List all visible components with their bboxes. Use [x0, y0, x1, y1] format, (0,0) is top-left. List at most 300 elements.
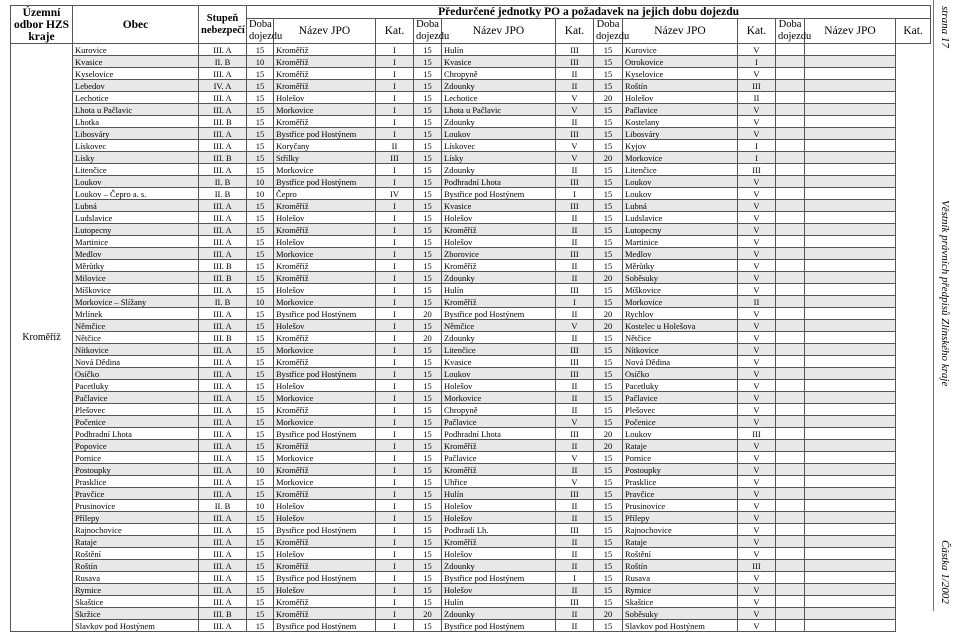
table-cell: III. A: [199, 236, 247, 248]
table-cell: Morkovice: [274, 248, 376, 260]
table-cell: I: [376, 116, 414, 128]
table-cell: V: [738, 68, 776, 80]
table-cell: 15: [414, 464, 442, 476]
table-cell: I: [376, 608, 414, 620]
table-cell: 15: [594, 500, 623, 512]
table-cell: Rajnochovice: [623, 524, 738, 536]
table-cell: [805, 332, 896, 344]
table-cell: [805, 452, 896, 464]
table-cell: Kyjov: [623, 140, 738, 152]
table-cell: Plešovec: [623, 404, 738, 416]
table-cell: II: [556, 308, 594, 320]
table-cell: 15: [247, 332, 274, 344]
table-cell: Kroměříž: [442, 224, 556, 236]
table-cell: [776, 128, 805, 140]
table-row: [11, 284, 931, 296]
table-cell: Loukov: [442, 368, 556, 380]
table-cell: II. B: [199, 188, 247, 200]
table-cell: V: [738, 476, 776, 488]
table-cell: I: [376, 416, 414, 428]
table-cell: 15: [594, 260, 623, 272]
table-cell: [805, 236, 896, 248]
table-cell: Nětčice: [73, 332, 199, 344]
table-cell: 15: [594, 284, 623, 296]
table-cell: [776, 44, 805, 56]
table-cell: Holešov: [274, 380, 376, 392]
table-cell: Počenice: [73, 416, 199, 428]
table-cell: Kroměříž: [274, 464, 376, 476]
table-row: [11, 404, 931, 416]
table-cell: Zdounky: [442, 164, 556, 176]
table-cell: III. A: [199, 536, 247, 548]
table-cell: V: [738, 380, 776, 392]
table-cell: III. A: [199, 524, 247, 536]
table-cell: I: [376, 128, 414, 140]
table-cell: Loukov – Čepro a. s.: [73, 188, 199, 200]
table-cell: 20: [594, 608, 623, 620]
table-cell: I: [376, 92, 414, 104]
table-cell: 15: [594, 512, 623, 524]
table-cell: III. A: [199, 356, 247, 368]
table-cell: Bystřice pod Hostýnem: [442, 620, 556, 632]
table-cell: III. B: [199, 608, 247, 620]
table-cell: III. A: [199, 224, 247, 236]
table-cell: 10: [247, 176, 274, 188]
table-cell: V: [738, 536, 776, 548]
table-cell: [776, 428, 805, 440]
table-cell: 15: [414, 224, 442, 236]
table-cell: Prusinovice: [73, 500, 199, 512]
table-cell: 15: [247, 440, 274, 452]
table-cell: III: [556, 344, 594, 356]
table-cell: Slavkov pod Hostýnem: [623, 620, 738, 632]
table-cell: I: [556, 572, 594, 584]
table-cell: Holešov: [442, 584, 556, 596]
table-cell: [805, 224, 896, 236]
table-cell: II: [556, 332, 594, 344]
table-cell: Kurovice: [73, 44, 199, 56]
table-cell: Kroměříž: [274, 536, 376, 548]
table-cell: 15: [414, 212, 442, 224]
table-cell: Kvasice: [442, 200, 556, 212]
table-cell: Bystřice pod Hostýnem: [274, 524, 376, 536]
table-cell: I: [376, 260, 414, 272]
table-cell: 15: [594, 464, 623, 476]
table-cell: II: [556, 212, 594, 224]
table-cell: [776, 344, 805, 356]
header-nazev-1: Název JPO: [274, 19, 376, 44]
table-cell: Kroměříž: [274, 356, 376, 368]
table-cell: [805, 488, 896, 500]
table-cell: [776, 596, 805, 608]
table-cell: Holešov: [274, 500, 376, 512]
table-cell: 15: [414, 500, 442, 512]
table-cell: Kroměříž: [274, 200, 376, 212]
table-cell: 15: [414, 176, 442, 188]
table-cell: [805, 536, 896, 548]
table-cell: III. B: [199, 260, 247, 272]
table-cell: Bystřice pod Hostýnem: [442, 188, 556, 200]
table-row: [11, 596, 931, 608]
table-cell: I: [376, 584, 414, 596]
table-cell: 15: [247, 380, 274, 392]
table-cell: II: [556, 224, 594, 236]
table-cell: 15: [414, 128, 442, 140]
table-cell: Postoupky: [623, 464, 738, 476]
table-cell: III. B: [199, 272, 247, 284]
table-cell: 15: [594, 572, 623, 584]
table-cell: III. A: [199, 428, 247, 440]
table-cell: II: [556, 164, 594, 176]
table-cell: 15: [247, 416, 274, 428]
table-cell: [805, 344, 896, 356]
table-cell: [776, 212, 805, 224]
table-cell: Lubná: [623, 200, 738, 212]
table-cell: Kurovice: [623, 44, 738, 56]
table-cell: V: [738, 224, 776, 236]
table-cell: 15: [594, 128, 623, 140]
table-cell: I: [376, 464, 414, 476]
table-cell: 15: [594, 212, 623, 224]
table-cell: V: [738, 464, 776, 476]
table-cell: II: [556, 560, 594, 572]
table-cell: V: [738, 272, 776, 284]
table-cell: [776, 224, 805, 236]
table-cell: [776, 536, 805, 548]
table-cell: [776, 488, 805, 500]
table-cell: 15: [594, 116, 623, 128]
table-cell: 15: [414, 356, 442, 368]
table-cell: III. A: [199, 380, 247, 392]
table-cell: Morkovice: [274, 416, 376, 428]
table-cell: II: [556, 404, 594, 416]
table-cell: Rusava: [623, 572, 738, 584]
table-cell: 15: [594, 380, 623, 392]
table-cell: I: [376, 572, 414, 584]
table-cell: 15: [414, 536, 442, 548]
table-cell: III. A: [199, 464, 247, 476]
table-cell: [776, 176, 805, 188]
table-cell: [805, 392, 896, 404]
table-row: [11, 344, 931, 356]
header-kat-1: Kat.: [376, 19, 414, 44]
table-cell: Holešov: [442, 548, 556, 560]
table-cell: Kroměříž: [274, 608, 376, 620]
table-row: [11, 392, 931, 404]
table-cell: III: [556, 524, 594, 536]
table-cell: [776, 500, 805, 512]
jpo-table: [10, 5, 931, 632]
table-cell: [776, 104, 805, 116]
table-cell: Přílepy: [623, 512, 738, 524]
table-cell: III: [556, 248, 594, 260]
table-cell: [805, 56, 896, 68]
header-obec: Obec: [73, 6, 199, 44]
table-cell: II: [556, 512, 594, 524]
table-cell: [776, 140, 805, 152]
table-cell: [805, 92, 896, 104]
table-cell: [776, 452, 805, 464]
table-cell: III. A: [199, 512, 247, 524]
table-cell: Lískovec: [442, 140, 556, 152]
table-cell: 15: [414, 200, 442, 212]
table-cell: 15: [247, 200, 274, 212]
table-cell: Martinice: [623, 236, 738, 248]
table-cell: Libosváry: [623, 128, 738, 140]
table-cell: 20: [594, 92, 623, 104]
table-cell: 15: [247, 320, 274, 332]
table-cell: Pačlavice: [73, 392, 199, 404]
table-row: [11, 464, 931, 476]
table-cell: III. B: [199, 332, 247, 344]
table-cell: Zdounky: [442, 116, 556, 128]
table-cell: [776, 188, 805, 200]
table-cell: V: [556, 152, 594, 164]
table-cell: V: [556, 320, 594, 332]
table-cell: Prasklice: [623, 476, 738, 488]
table-row: [11, 68, 931, 80]
table-cell: Postoupky: [73, 464, 199, 476]
table-cell: V: [738, 212, 776, 224]
table-cell: I: [376, 296, 414, 308]
table-cell: III. A: [199, 620, 247, 632]
table-cell: III. A: [199, 344, 247, 356]
table-cell: Míškovice: [73, 284, 199, 296]
table-cell: [805, 296, 896, 308]
table-cell: [776, 404, 805, 416]
table-cell: Prasklice: [73, 476, 199, 488]
table-cell: [805, 584, 896, 596]
table-cell: II. B: [199, 296, 247, 308]
table-cell: Lhota u Pačlavic: [442, 104, 556, 116]
table-cell: Roštín: [73, 560, 199, 572]
table-cell: Pornice: [623, 452, 738, 464]
table-cell: I: [376, 476, 414, 488]
table-row: [11, 236, 931, 248]
table-cell: 15: [414, 368, 442, 380]
table-cell: Přílepy: [73, 512, 199, 524]
table-cell: I: [376, 44, 414, 56]
table-cell: [805, 44, 896, 56]
table-cell: Pravčice: [73, 488, 199, 500]
table-cell: Kroměříž: [274, 260, 376, 272]
table-cell: V: [738, 248, 776, 260]
table-cell: 10: [247, 464, 274, 476]
table-cell: III: [556, 56, 594, 68]
table-cell: Holešov: [274, 584, 376, 596]
table-cell: Rymice: [623, 584, 738, 596]
table-cell: Nítkovice: [623, 344, 738, 356]
table-cell: III. A: [199, 452, 247, 464]
table-cell: III: [556, 368, 594, 380]
table-cell: Zdounky: [442, 272, 556, 284]
table-cell: Lísky: [73, 152, 199, 164]
table-cell: I: [376, 104, 414, 116]
table-cell: 15: [594, 416, 623, 428]
table-cell: Kroměříž: [274, 488, 376, 500]
table-cell: [805, 464, 896, 476]
table-cell: [805, 368, 896, 380]
table-cell: Kvasice: [442, 56, 556, 68]
table-cell: [805, 308, 896, 320]
table-cell: Bystřice pod Hostýnem: [274, 176, 376, 188]
table-cell: [776, 392, 805, 404]
table-cell: 15: [594, 392, 623, 404]
table-cell: 15: [247, 560, 274, 572]
table-cell: 15: [414, 344, 442, 356]
table-cell: III: [556, 356, 594, 368]
table-cell: Holešov: [442, 236, 556, 248]
table-cell: V: [738, 176, 776, 188]
table-cell: Slavkov pod Hostýnem: [73, 620, 199, 632]
table-cell: [776, 620, 805, 632]
table-cell: III. A: [199, 92, 247, 104]
table-cell: 15: [594, 488, 623, 500]
table-cell: III: [556, 284, 594, 296]
table-cell: III. A: [199, 548, 247, 560]
table-cell: I: [376, 356, 414, 368]
table-cell: 20: [414, 608, 442, 620]
table-cell: 15: [247, 92, 274, 104]
table-cell: Morkovice: [442, 392, 556, 404]
table-cell: Kroměříž: [442, 536, 556, 548]
table-cell: 15: [247, 404, 274, 416]
table-cell: Holešov: [274, 212, 376, 224]
okres-cell: Kroměříž: [11, 44, 73, 632]
table-cell: 20: [594, 428, 623, 440]
table-cell: V: [738, 332, 776, 344]
table-cell: 15: [247, 44, 274, 56]
table-cell: Holešov: [442, 512, 556, 524]
table-cell: 15: [247, 248, 274, 260]
table-cell: I: [376, 176, 414, 188]
table-cell: 15: [594, 548, 623, 560]
table-cell: Rusava: [73, 572, 199, 584]
table-cell: V: [738, 584, 776, 596]
table-cell: 15: [594, 344, 623, 356]
issue-number: Částka 1/2002: [939, 540, 951, 604]
table-cell: I: [376, 392, 414, 404]
table-cell: V: [738, 284, 776, 296]
table-cell: [776, 296, 805, 308]
table-cell: 10: [247, 296, 274, 308]
table-cell: 15: [414, 92, 442, 104]
table-cell: Podhradní Lhota: [442, 176, 556, 188]
table-cell: 20: [594, 308, 623, 320]
table-cell: Kostelec u Holešova: [623, 320, 738, 332]
table-cell: Litenčice: [73, 164, 199, 176]
table-cell: V: [738, 44, 776, 56]
table-cell: 15: [414, 44, 442, 56]
table-cell: III: [738, 428, 776, 440]
table-row: [11, 296, 931, 308]
table-cell: Lebedov: [73, 80, 199, 92]
table-cell: Hulín: [442, 44, 556, 56]
table-cell: Kostelany: [623, 116, 738, 128]
table-cell: [805, 320, 896, 332]
table-cell: 20: [594, 152, 623, 164]
table-cell: Bystřice pod Hostýnem: [274, 368, 376, 380]
table-row: [11, 224, 931, 236]
table-cell: Holešov: [274, 512, 376, 524]
table-cell: 15: [414, 380, 442, 392]
table-cell: [776, 152, 805, 164]
table-row: [11, 380, 931, 392]
table-cell: V: [738, 200, 776, 212]
table-cell: Kroměříž: [274, 80, 376, 92]
table-cell: [805, 212, 896, 224]
table-cell: III. A: [199, 212, 247, 224]
table-cell: I: [376, 560, 414, 572]
table-row: [11, 332, 931, 344]
table-row: [11, 212, 931, 224]
table-cell: [805, 248, 896, 260]
table-cell: 15: [594, 404, 623, 416]
table-cell: 15: [414, 248, 442, 260]
table-cell: III. A: [199, 488, 247, 500]
table-cell: I: [376, 212, 414, 224]
table-cell: 15: [247, 236, 274, 248]
table-cell: Pačlavice: [623, 392, 738, 404]
table-cell: 15: [247, 536, 274, 548]
table-cell: I: [376, 248, 414, 260]
table-cell: 15: [414, 476, 442, 488]
table-cell: Roštín: [623, 560, 738, 572]
table-cell: Bystřice pod Hostýnem: [274, 308, 376, 320]
table-cell: I: [738, 56, 776, 68]
table-cell: 15: [414, 452, 442, 464]
table-cell: 15: [594, 104, 623, 116]
table-cell: 15: [594, 584, 623, 596]
table-cell: Libosváry: [73, 128, 199, 140]
table-cell: Pačlavice: [623, 104, 738, 116]
table-cell: III: [556, 176, 594, 188]
table-cell: Loukov: [623, 176, 738, 188]
table-cell: II: [556, 584, 594, 596]
table-cell: 15: [594, 296, 623, 308]
table-cell: [805, 356, 896, 368]
table-cell: III. A: [199, 248, 247, 260]
table-cell: [776, 116, 805, 128]
table-cell: Rymice: [73, 584, 199, 596]
table-cell: 15: [247, 128, 274, 140]
table-cell: Skržice: [73, 608, 199, 620]
table-row: [11, 104, 931, 116]
table-cell: Lutopecny: [623, 224, 738, 236]
table-cell: III. B: [199, 152, 247, 164]
table-cell: I: [556, 188, 594, 200]
table-cell: III. A: [199, 368, 247, 380]
table-cell: 15: [414, 188, 442, 200]
table-cell: II: [376, 140, 414, 152]
table-cell: Kroměříž: [442, 464, 556, 476]
table-cell: Pačlavice: [442, 416, 556, 428]
table-cell: V: [738, 416, 776, 428]
table-cell: III. A: [199, 560, 247, 572]
table-cell: 15: [414, 416, 442, 428]
table-cell: III: [556, 428, 594, 440]
table-cell: II: [738, 92, 776, 104]
table-row: [11, 320, 931, 332]
table-cell: Bystřice pod Hostýnem: [442, 308, 556, 320]
table-row: [11, 608, 931, 620]
table-cell: 15: [594, 368, 623, 380]
table-cell: [805, 116, 896, 128]
table-cell: II: [556, 500, 594, 512]
table-cell: 15: [594, 452, 623, 464]
table-cell: Kroměříž: [274, 404, 376, 416]
table-cell: IV. A: [199, 80, 247, 92]
